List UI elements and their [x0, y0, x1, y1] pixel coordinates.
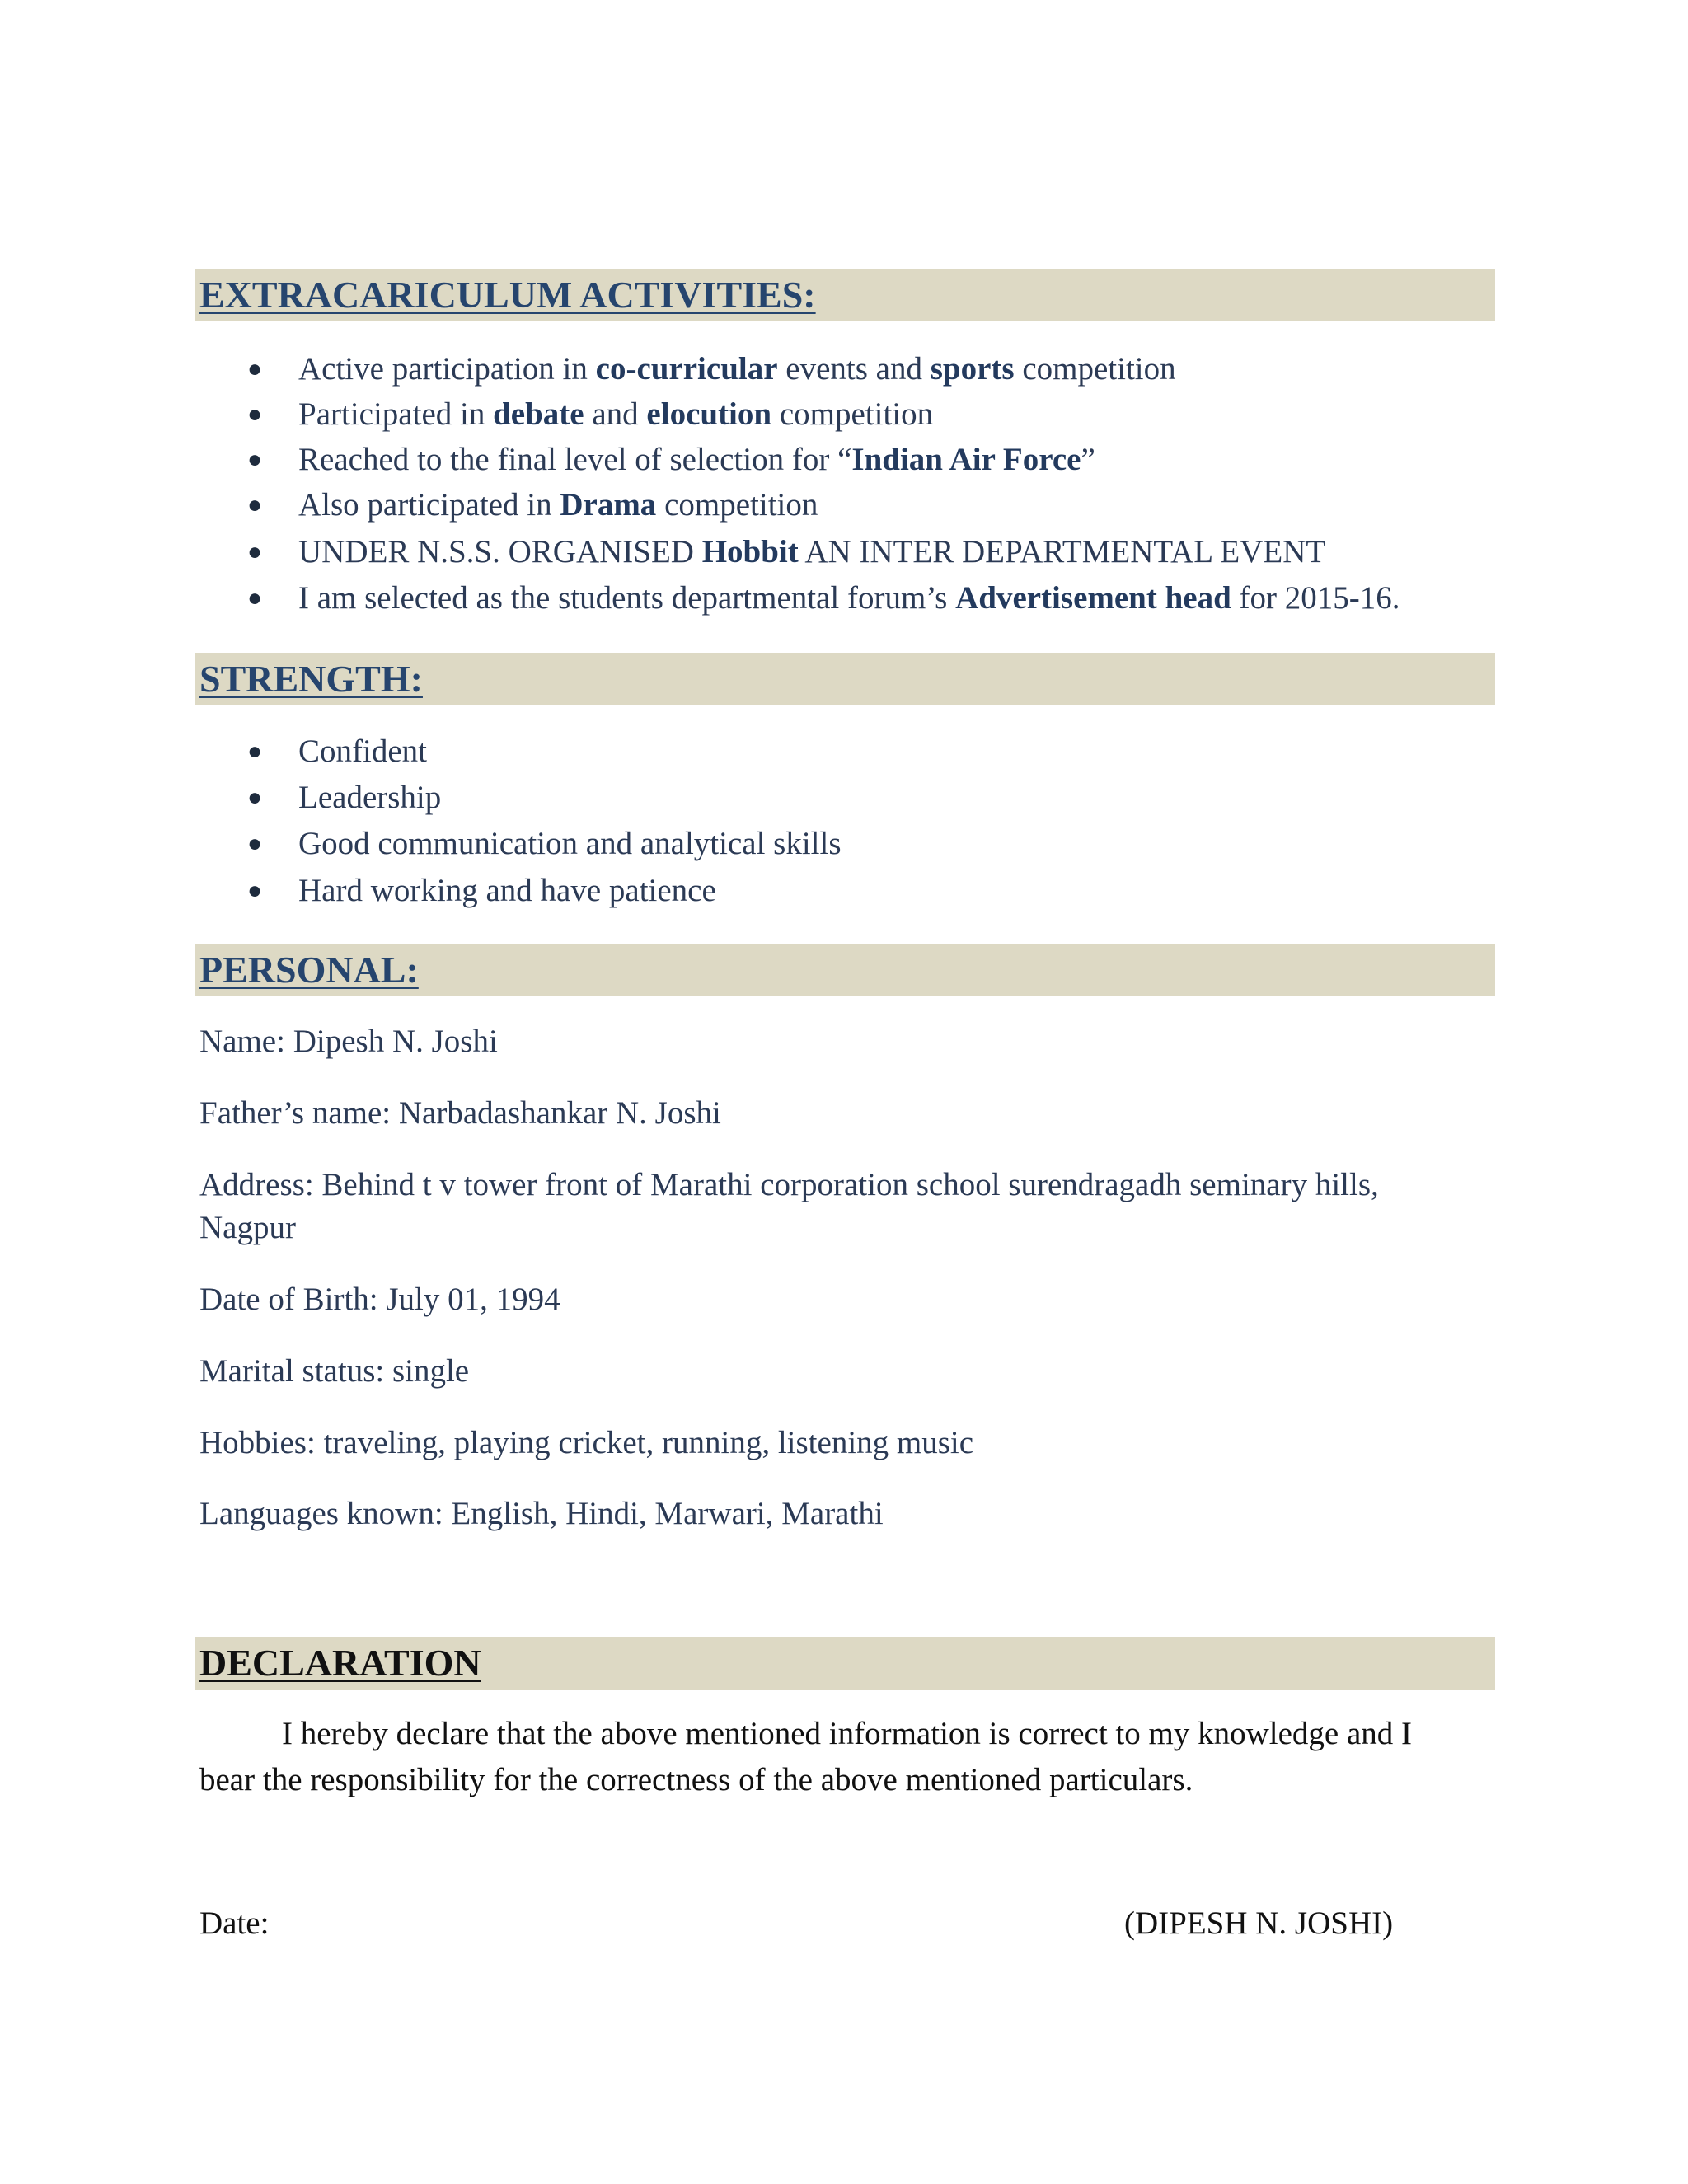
bullet-icon: ● — [247, 830, 263, 857]
bullet-icon: ● — [247, 877, 263, 904]
resume-page: EXTRACARICULUM ACTIVITIES: ● Active participation in co-curricular events and sports competition ● Participated in debate and elocution competition ● Reached to the final level of selection for “Indian Air Force” ● Also participated in Drama competition ● UNDER N.S.S. ORGANISED Hobbit AN INTER DEPARTMENTAL EVENT ● I am selected as the students departmental forum’s Advertisement head for 2015-16. STRENGTH: ● Confident ● Leadership ● Good communication and analytical skills ● Hard working and have patience PERSONAL: Name: Dipesh N. Joshi Father’s name: Narbadashankar N. Joshi Address: Behind t v tower front of Marathi corporation school surendragadh seminary hills, Nagpur Date of Birth: July 01, 1994 Marital status: single Hobbies: traveling, playing cricket, running, listening music Languages known: English, Hindi, Marwari, Marathi DECLARATION I hereby declare that the above mentioned information is correct to my knowledge and I bear the responsibility for the correctness of the above mentioned particulars. Date: (DIPESH N. JOSHI) — [0, 0, 1688, 2184]
declaration-line-2: bear the responsibility for the correctness of the above mentioned particulars. — [199, 1762, 1193, 1797]
bullet-icon: ● — [247, 784, 263, 811]
personal-hobbies: Hobbies: traveling, playing cricket, running, listening music — [199, 1425, 974, 1460]
personal-address-line-1: Address: Behind t v tower front of Marathi corporation school surendragadh seminary hills, — [199, 1167, 1379, 1202]
bullet-icon: ● — [247, 584, 263, 612]
bullet-icon: ● — [247, 355, 263, 382]
section-title-strength: STRENGTH: — [199, 658, 423, 700]
bullet-icon: ● — [247, 491, 263, 518]
bullet-icon: ● — [247, 401, 263, 428]
personal-father-name: Father’s name: Narbadashankar N. Joshi — [199, 1095, 721, 1131]
personal-languages: Languages known: English, Hindi, Marwari, Marathi — [199, 1496, 884, 1531]
section-title-extracurricular: EXTRACARICULUM ACTIVITIES: — [199, 274, 816, 316]
date-label: Date: — [199, 1905, 270, 1941]
section-title-personal: PERSONAL: — [199, 949, 419, 991]
bullet-icon: ● — [247, 446, 263, 473]
personal-address-line-2: Nagpur — [199, 1210, 296, 1245]
bullet-icon: ● — [247, 538, 263, 565]
bullet-icon: ● — [247, 738, 263, 765]
personal-name: Name: Dipesh N. Joshi — [199, 1024, 498, 1059]
declaration-line-1: I hereby declare that the above mentioned information is correct to my knowledge and I — [282, 1716, 1412, 1751]
section-title-declaration: DECLARATION — [199, 1642, 481, 1684]
personal-marital-status: Marital status: single — [199, 1353, 470, 1389]
signature-name: (DIPESH N. JOSHI) — [1124, 1905, 1394, 1941]
personal-dob: Date of Birth: July 01, 1994 — [199, 1282, 560, 1317]
